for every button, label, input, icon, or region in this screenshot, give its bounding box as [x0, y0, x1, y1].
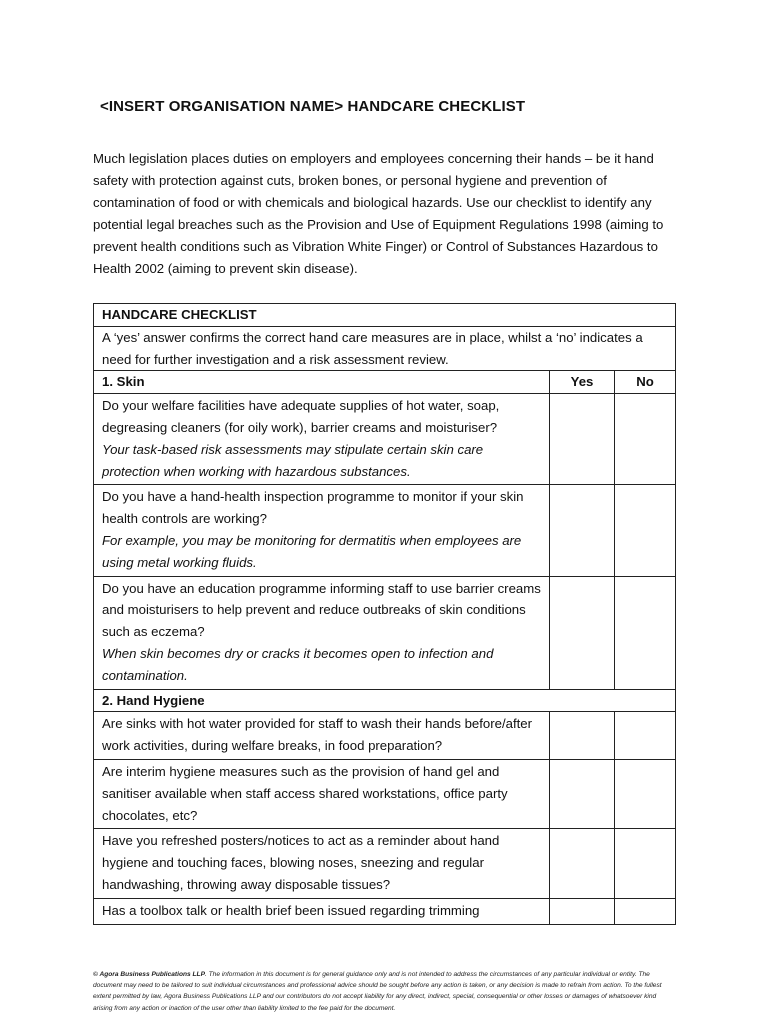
table-row [94, 394, 676, 485]
table-row [94, 576, 676, 689]
intro-paragraph: Much legislation places duties on employers and employees concerning their hands – be it hand safety with protection against cuts, broken bones, or personal hygiene and prevention of contamination of food or with chemicals and biological hazards. Use our checklist to identify any potential legal breaches such as the Provision and Use of Equipment Regulations 1998 (aiming to prevent health conditions such as Vibration White Finger) or Control of Substances Hazardous to Health 2002 (aiming to prevent skin disease). [93, 151, 664, 276]
yes-answer-cell[interactable] [550, 898, 615, 924]
question-text: Has a toolbox talk or health brief been issued regarding trimming [102, 902, 480, 918]
yes-answer-cell[interactable] [550, 759, 615, 828]
question-text: Have you refreshed posters/notices to act as a reminder about hand hygiene and touching faces, blowing noses, sneezing and regular handwashing, throwing away disposable tissues? [102, 833, 500, 892]
copyright-owner: © Agora Business Publications LLP [93, 971, 205, 978]
no-answer-cell[interactable] [615, 576, 676, 689]
question-note: Your task-based risk assessments may stipulate certain skin care protection when working with hazardous substances. [102, 441, 484, 479]
section-row-skin [94, 371, 676, 394]
handcare-checklist-table [93, 303, 676, 925]
no-answer-cell[interactable] [615, 712, 676, 760]
question-note: When skin becomes dry or cracks it becomes open to infection and contamination. [102, 645, 494, 683]
instructions-row [94, 326, 676, 371]
question-cell [94, 576, 550, 689]
yes-answer-cell[interactable] [550, 485, 615, 576]
section-row-hand-hygiene [94, 689, 676, 712]
no-answer-cell[interactable] [615, 898, 676, 924]
yes-answer-cell[interactable] [550, 394, 615, 485]
question-text: Do your welfare facilities have adequate supplies of hot water, soap, degreasing cleaners (for oily work), barrier creams and moisturiser? [102, 398, 500, 435]
no-answer-cell[interactable] [615, 485, 676, 576]
no-answer-cell[interactable] [615, 829, 676, 898]
yes-column-header: Yes [550, 371, 615, 394]
question-text: Do you have an education programme informing staff to use barrier creams and moisturisers to help prevent and reduce outbreaks of skin conditions such as eczema? [102, 580, 541, 640]
page-title: <INSERT ORGANISATION NAME> HANDCARE CHECKLIST [100, 98, 526, 115]
table-row [94, 712, 676, 760]
question-note: For example, you may be monitoring for dermatitis when employees are using metal working fluids. [102, 532, 522, 570]
question-cell [94, 759, 550, 828]
yes-answer-cell[interactable] [550, 576, 615, 689]
table-row [94, 829, 676, 898]
table-row [94, 759, 676, 828]
section-title: 2. Hand Hygiene [94, 689, 676, 712]
question-text: Are interim hygiene measures such as the provision of hand gel and sanitiser available when staff access shared workstations, office party chocolates, etc? [102, 763, 508, 823]
checklist-header-row [94, 304, 676, 327]
question-cell [94, 712, 550, 760]
question-text: Are sinks with hot water provided for staff to wash their hands before/after work activities, during welfare breaks, in food preparation? [102, 716, 533, 754]
question-cell [94, 394, 550, 485]
yes-answer-cell[interactable] [550, 712, 615, 760]
section-title: 1. Skin [94, 371, 550, 394]
table-row [94, 898, 676, 924]
no-column-header: No [615, 371, 676, 394]
table-row [94, 485, 676, 576]
question-text: Do you have a hand-health inspection programme to monitor if your skin health controls are working? [102, 489, 524, 527]
checklist-instructions: A ‘yes’ answer confirms the correct hand care measures are in place, whilst a ‘no’ indicates a need for further investigation and a risk assessment review. [94, 326, 676, 371]
copyright-footer [93, 969, 675, 1014]
no-answer-cell[interactable] [615, 759, 676, 828]
disclaimer-text: . The information in this document is for general guidance only and is not intended to address the circumstances of any particular individual or entity. The document may need to be tailored to suit individual circumstances and professional advice should be sought before any action is taken, or any decision is made to refrain from action. To the fullest extent permitted by law, Agora Business Publications LLP and our contributors do not accept liability for any direct, indirect, special, consequential or other losses or damages of whatsoever kind arising from any action or inaction of the user other than liability limited to the fee paid for the document. [93, 971, 662, 1012]
checklist-header: HANDCARE CHECKLIST [94, 304, 676, 327]
yes-answer-cell[interactable] [550, 829, 615, 898]
no-answer-cell[interactable] [615, 394, 676, 485]
question-cell [94, 898, 550, 924]
question-cell [94, 829, 550, 898]
question-cell [94, 485, 550, 576]
